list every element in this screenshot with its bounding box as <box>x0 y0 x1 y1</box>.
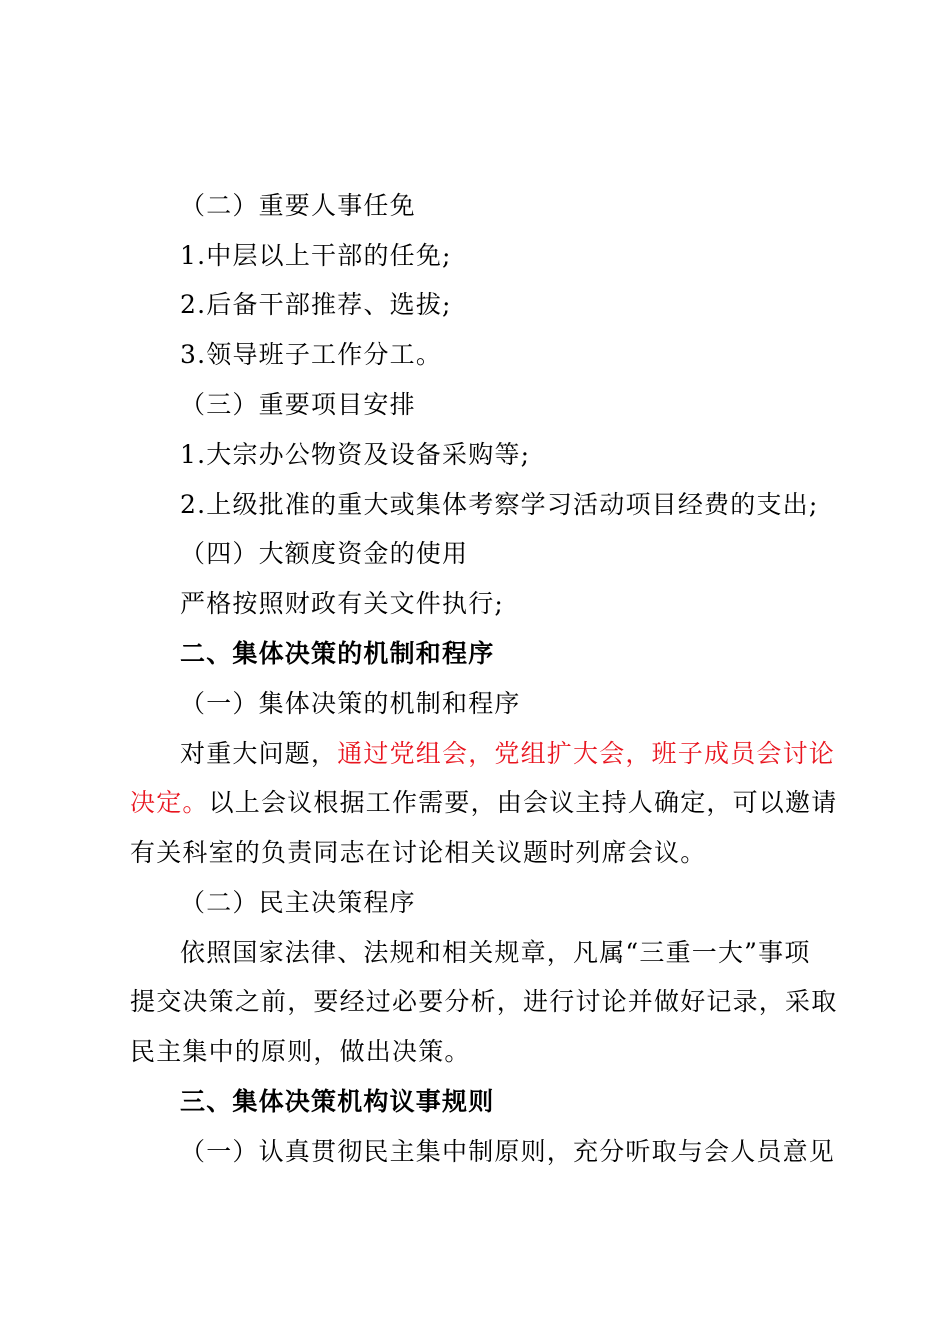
subheading-funds: （四）大额度资金的使用 <box>180 539 469 568</box>
subheading-personnel: （二）重要人事任免 <box>180 191 416 220</box>
highlighted-text: 决定。 <box>130 788 209 817</box>
list-item: 3.领导班子工作分工。 <box>180 340 443 369</box>
list-item: 1.大宗办公物资及设备采购等; <box>180 440 531 469</box>
paragraph-line: 依照国家法律、法规和相关规章，凡属“三重一大”事项 <box>180 938 811 967</box>
paragraph-line: 有关科室的负责同志在讨论相关议题时列席会议。 <box>130 838 707 867</box>
list-item: 2.上级批准的重大或集体考察学习活动项目经费的支出; <box>180 490 819 519</box>
paragraph-line: （一）认真贯彻民主集中制原则，充分听取与会人员意见 <box>180 1137 836 1166</box>
paragraph-line <box>130 786 838 820</box>
paragraph-line: 民主集中的原则，做出决策。 <box>130 1037 471 1066</box>
list-item: 2.后备干部推荐、选拔; <box>180 290 452 319</box>
subheading-democratic: （二）民主决策程序 <box>180 888 416 917</box>
paragraph-text: 对重大问题， <box>180 739 338 768</box>
section-heading-2: 二、集体决策的机制和程序 <box>180 639 495 668</box>
highlighted-text: 通过党组会，党组扩大会，班子成员会讨论 <box>337 739 836 768</box>
subheading-mechanism: （一）集体决策的机制和程序 <box>180 689 521 718</box>
paragraph-line: 提交决策之前，要经过必要分析，进行讨论并做好记录，采取 <box>130 987 838 1016</box>
section-heading-3: 三、集体决策机构议事规则 <box>180 1087 495 1116</box>
list-item: 1.中层以上干部的任免; <box>180 241 452 270</box>
subheading-projects: （三）重要项目安排 <box>180 390 416 419</box>
paragraph-line: 严格按照财政有关文件执行; <box>180 589 505 618</box>
paragraph-text: 以上会议根据工作需要，由会议主持人确定，可以邀请 <box>208 788 838 817</box>
paragraph-line <box>180 737 836 771</box>
